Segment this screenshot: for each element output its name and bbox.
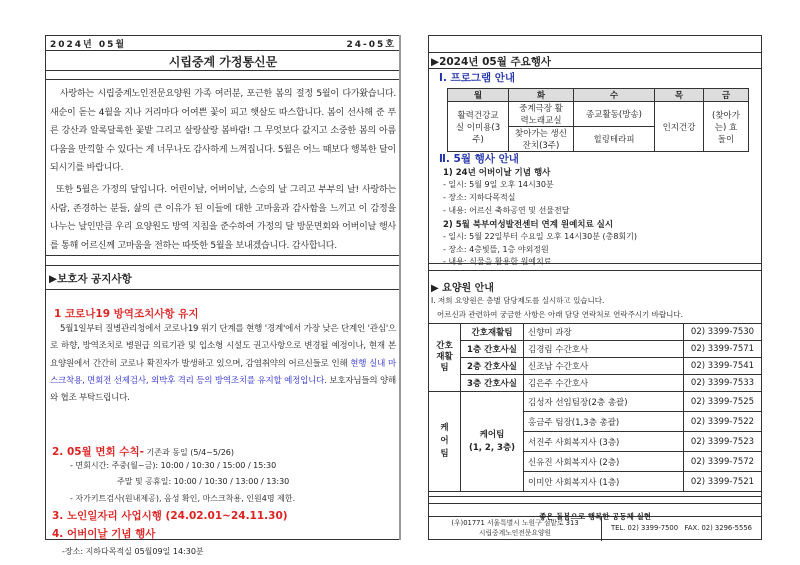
program-wed-1: 종교활동(방송)	[574, 102, 655, 127]
event-1-line: - 내용: 어르신 축하공연 및 선물전달	[443, 206, 570, 215]
unit-cell: 3층 간호사실	[461, 375, 524, 392]
events-header: ▶2024년 05월 주요행사	[431, 56, 552, 68]
event-1-title: 1) 24년 어버이날 기념 행사	[443, 168, 551, 178]
notice-2-title: 2. 05월 면회 수칙-	[52, 446, 144, 458]
care-unit-floors: (1, 2, 3층)	[468, 442, 516, 453]
spacer-row	[46, 71, 400, 80]
notice-1-text-a: 5월1일부터 질병관리청에서 코로나19 위기 단계를 현행 '경계'에서 가장 낮은 단계인 '관심'으로 하향, 방역조치로 병원급 의료기관 및 입소형 시설도 권고사항으로 변경될 예정이나, 현재 본 요양원에서 간간히 코로나 확진자가 발생하고 있으며, 감염취약의 어르신들로 인해	[50, 324, 396, 369]
staff-phone: 02) 3399-7530	[684, 324, 762, 341]
visit-rules: - 자가키트검사(원내제공), 음성 확인, 마스크착용, 인원4명 제한.	[70, 494, 296, 503]
program-tue-1: 중계극장 활력노래교실	[509, 102, 574, 127]
notice-1-text	[46, 321, 400, 407]
care-group-text: 케어팀	[440, 423, 449, 459]
program-table	[447, 88, 749, 152]
title-row	[46, 51, 400, 71]
visit-hours-weekend: 주말 및 공휴일: 10:00 / 10:30 / 13:00 / 13:30	[117, 477, 290, 486]
staff-phone: 02) 3399-7533	[684, 375, 762, 392]
unit-cell: 2층 간호사실	[461, 358, 524, 375]
spacer-row	[429, 36, 761, 53]
notice-1-highlight: 현행 실내 마스크착용, 면회전 선제검사, 외박후 격리 등의 방역조치를 유지할 예정입니다.	[50, 358, 396, 386]
events-section	[429, 69, 761, 264]
event-2-line: - 일시: 5월 22일부터 수요일 오후 14시30분 (총8회기)	[443, 232, 637, 241]
staff-phone: 02) 3399-7525	[684, 392, 762, 412]
greeting-section	[46, 80, 400, 256]
program-wed-2: 힐링테라피	[574, 127, 655, 152]
staff-phone: 02) 3399-7522	[684, 412, 762, 432]
program-fri: (찾아가는) 효돌이	[704, 102, 749, 152]
staff-name: 김경림 수간호사	[524, 341, 684, 358]
notice-2-subtitle: 기존과 동일 (5/4~5/26)	[143, 448, 235, 457]
program-tue-2: 찾아가는 생신잔치(3주)	[509, 127, 574, 152]
spacer-row	[429, 496, 761, 504]
right-page	[428, 35, 762, 540]
staff-name: 신조남 수간호사	[524, 358, 684, 375]
notice-header-row	[46, 266, 400, 290]
staff-phone: 02) 3399-7523	[684, 432, 762, 452]
info-line-1: Ⅰ. 저희 요양원은 층별 담당제도를 실시하고 있습니다.	[431, 296, 605, 305]
staff-name: 신유진 사회복지사 (2층)	[524, 452, 684, 472]
day-tue: 화	[509, 89, 574, 102]
program-thu: 인지건강	[655, 102, 704, 152]
program-title: Ⅰ. 프로그램 안내	[439, 72, 516, 84]
staff-phone: 02) 3399-7572	[684, 452, 762, 472]
spacer-row	[46, 256, 400, 266]
visit-hours-weekday: - 면회시간: 주중(월~금): 10:00 / 10:30 / 15:00 / 15:30	[70, 461, 277, 470]
notice-1-title: 1 코로나19 방역조치사항 유지	[54, 308, 199, 320]
day-mon: 월	[448, 89, 509, 102]
day-wed: 수	[574, 89, 655, 102]
info-header: ▶ 요양원 안내	[431, 283, 494, 294]
spacer-row	[429, 264, 761, 271]
unit-cell: 간호재활팀	[461, 324, 524, 341]
staff-phone: 02) 3399-7571	[684, 341, 762, 358]
issue-number: 24-05호	[346, 40, 396, 50]
staff-name: 신향미 과장	[524, 324, 684, 341]
newsletter-title: 시립중계 가정통신문	[168, 55, 278, 69]
event-1-line: - 장소: 지하다목적실	[443, 193, 516, 202]
footer-address	[429, 517, 602, 541]
care-unit-cell	[461, 392, 524, 492]
may-events-title: Ⅱ. 5월 행사 안내	[439, 153, 519, 165]
program-mon: 활력건강교실 이미용(3주)	[448, 102, 509, 152]
contact-table	[428, 323, 762, 492]
event-2-line: - 장소: 4층빛뜰, 1층 야외정원	[443, 245, 549, 254]
day-fri: 금	[704, 89, 749, 102]
notice-header: ▶보호자 공지사항	[49, 273, 132, 285]
left-page	[45, 35, 401, 556]
event-2-title: 2) 5월 북부여성발전센터 연계 원예치료 실시	[443, 220, 614, 230]
staff-phone: 02) 3399-7541	[684, 358, 762, 375]
greeting-paragraph-2: 또한 5월은 가정의 달입니다. 어린이날, 어버이날, 스승의 날 그리고 부부의 날! 사랑하는 사람, 존경하는 분들, 삶의 큰 이유가 된 이들에 대한 고마움과 감사함을 느끼고 이 감정을 나누는 날인만큼 우리 요양원도 방역 지침을 준수하여 가정의 달 방문면회와 어버이날 행사를 통해 어르신께 고마움을 전하는 따뜻한 5월을 보내겠습니다. 감사합니다.	[50, 184, 396, 251]
day-thu: 목	[655, 89, 704, 102]
event-2-line: - 내용: 식물을 활용한 원예치료	[443, 257, 552, 266]
slogan-row	[429, 504, 761, 521]
notice-4-location: -장소: 지하다목적실 05월09일 14:30분	[62, 547, 204, 556]
slogan: 좋은 돌봄으로 행복한 공동체 실현	[539, 512, 651, 521]
staff-name: 서진주 사회복지사 (3층)	[524, 432, 684, 452]
staff-name: 이미안 사회복지사 (1층)	[524, 472, 684, 492]
organization-name: 시립중계노인전문요양원	[478, 529, 552, 537]
care-unit-name: 케어팀	[479, 429, 505, 440]
notice-2-title-line	[52, 440, 234, 459]
footer-contact: TEL. 02) 3399-7500 FAX. 02) 3296-5556	[611, 524, 752, 532]
events-header-row	[429, 53, 761, 69]
staff-name: 김은주 수간호사	[524, 375, 684, 392]
nursing-group-label	[429, 324, 461, 392]
info-section	[429, 271, 761, 324]
notice-3-title: 3. 노인일자리 사업시행 (24.02.01~24.11.30)	[52, 510, 288, 522]
page-divider	[399, 35, 401, 540]
staff-phone: 02) 3399-7521	[684, 472, 762, 492]
header-row	[46, 36, 400, 51]
notice-4-title: 4. 어버이날 기념 행사	[52, 528, 156, 540]
event-1-line: - 일시: 5월 9일 오후 14시30분	[443, 180, 554, 189]
notice-1-text-b: 보호자님들의 양해와 협조 부탁드립니다.	[50, 375, 397, 404]
issue-date: 2024년 05월	[50, 40, 127, 50]
greeting-paragraph-1: 사랑하는 시립중계노인전문요양원 가족 여러분, 포근한 봄의 절정 5월이 다가왔습니다. 새순이 돋는 4월을 지나 거리마다 어여쁜 꽃이 피고 햇살도 따스합니다. 봄이 선사해 준 푸른 강산과 알록달록한 꽃밭 그리고 살랑살랑 봄바람! 그 무엇보다 값지고 소중한 봄의 아름다움을 만끽할 수 있다는 게 너무나도 감사하게 느껴집니다. 5월은 어느 때보다 행복한 달이 되시기를 바랍니다.	[50, 89, 396, 174]
unit-cell: 1층 간호사실	[461, 341, 524, 358]
nursing-group-text: 간호재활팀	[436, 341, 453, 373]
staff-name: 김성자 선임팀장(2층 총괄)	[524, 392, 684, 412]
info-line-2: 어르신과 관련하여 궁금한 사항은 아래 담당 연락처로 연락주시기 바랍니다.	[437, 310, 684, 319]
address: (우)01771 서울특별시 노원구 섬밭로 313	[451, 519, 579, 527]
care-group-label	[429, 392, 461, 492]
staff-name: 홍금주 팀장(1,3층 총괄)	[524, 412, 684, 432]
